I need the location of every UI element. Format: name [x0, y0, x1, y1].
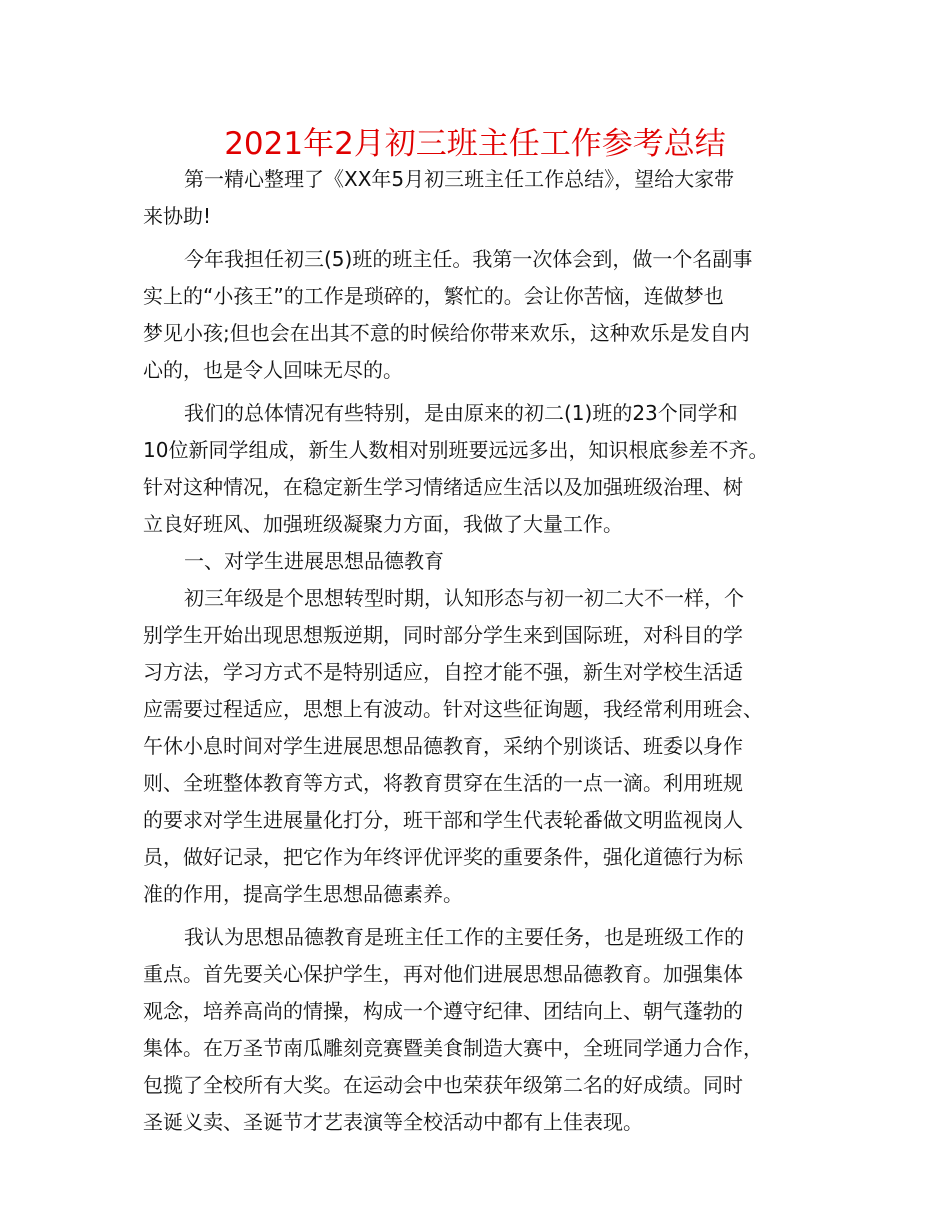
- paragraph-line: 我们的总体情况有些特别，是由原来的初二(1)班的23个同学和: [184, 401, 738, 425]
- paragraph-line: 来协助!: [143, 204, 212, 228]
- paragraph-line: 集体。在万圣节南瓜雕刻竞赛暨美食制造大赛中，全班同学通力合作，: [143, 1036, 763, 1060]
- paragraph-line: 准的作用，提高学生思想品德素养。: [143, 882, 463, 906]
- paragraph-line: 重点。首先要关心保护学生，再对他们进展思想品德教育。加强集体: [143, 962, 743, 986]
- paragraph-line: 10位新同学组成，新生人数相对别班要远远多出，知识根底参差不齐。: [143, 438, 769, 462]
- paragraph-line: 今年我担任初三(5)班的班主任。我第一次体会到，做一个名副事: [184, 247, 753, 271]
- paragraph-line: 实上的“小孩王”的工作是琐碎的，繁忙的。会让你苦恼，连做梦也: [143, 284, 724, 308]
- paragraph-line: 立良好班风、加强班级凝聚力方面，我做了大量工作。: [143, 512, 623, 536]
- document-title: 2021年2月初三班主任工作参考总结: [224, 126, 726, 162]
- paragraph-line: 别学生开始出现思想叛逆期，同时部分学生来到国际班，对科目的学: [143, 623, 743, 647]
- paragraph-line: 我认为思想品德教育是班主任工作的主要任务，也是班级工作的: [184, 925, 744, 949]
- paragraph-line: 则、全班整体教育等方式，将教育贯穿在生活的一点一滴。利用班规: [143, 771, 743, 795]
- paragraph-line: 观念，培养高尚的情操，构成一个遵守纪律、团结向上、朝气蓬勃的: [143, 999, 743, 1023]
- paragraph-line: 习方法，学习方式不是特别适应，自控才能不强，新生对学校生活适: [143, 660, 743, 684]
- paragraph-line: 初三年级是个思想转型时期，认知形态与初一初二大不一样，个: [184, 586, 744, 610]
- paragraph-line: 员，做好记录，把它作为年终评优评奖的重要条件，强化道德行为标: [143, 845, 743, 869]
- paragraph-line: 心的，也是令人回味无尽的。: [143, 358, 403, 382]
- section-heading: 一、对学生进展思想品德教育: [184, 549, 444, 573]
- paragraph-line: 的要求对学生进展量化打分，班干部和学生代表轮番做文明监视岗人: [143, 808, 743, 832]
- paragraph-line: 针对这种情况，在稳定新生学习情绪适应生活以及加强班级治理、树: [143, 475, 743, 499]
- paragraph-line: 午休小息时间对学生进展思想品德教育，采纳个别谈话、班委以身作: [143, 734, 743, 758]
- paragraph-line: 梦见小孩;但也会在出其不意的时候给你带来欢乐，这种欢乐是发自内: [143, 321, 750, 345]
- paragraph-line: 包揽了全校所有大奖。在运动会中也荣获年级第二名的好成绩。同时: [143, 1073, 743, 1097]
- document-body: [143, 161, 823, 1141]
- paragraph-line: 圣诞义卖、圣诞节才艺表演等全校活动中都有上佳表现。: [143, 1110, 643, 1134]
- paragraph-line: 应需要过程适应，思想上有波动。针对这些征询题，我经常利用班会、: [143, 697, 763, 721]
- paragraph-line: 第一精心整理了《XX年5月初三班主任工作总结》，望给大家带: [184, 167, 735, 191]
